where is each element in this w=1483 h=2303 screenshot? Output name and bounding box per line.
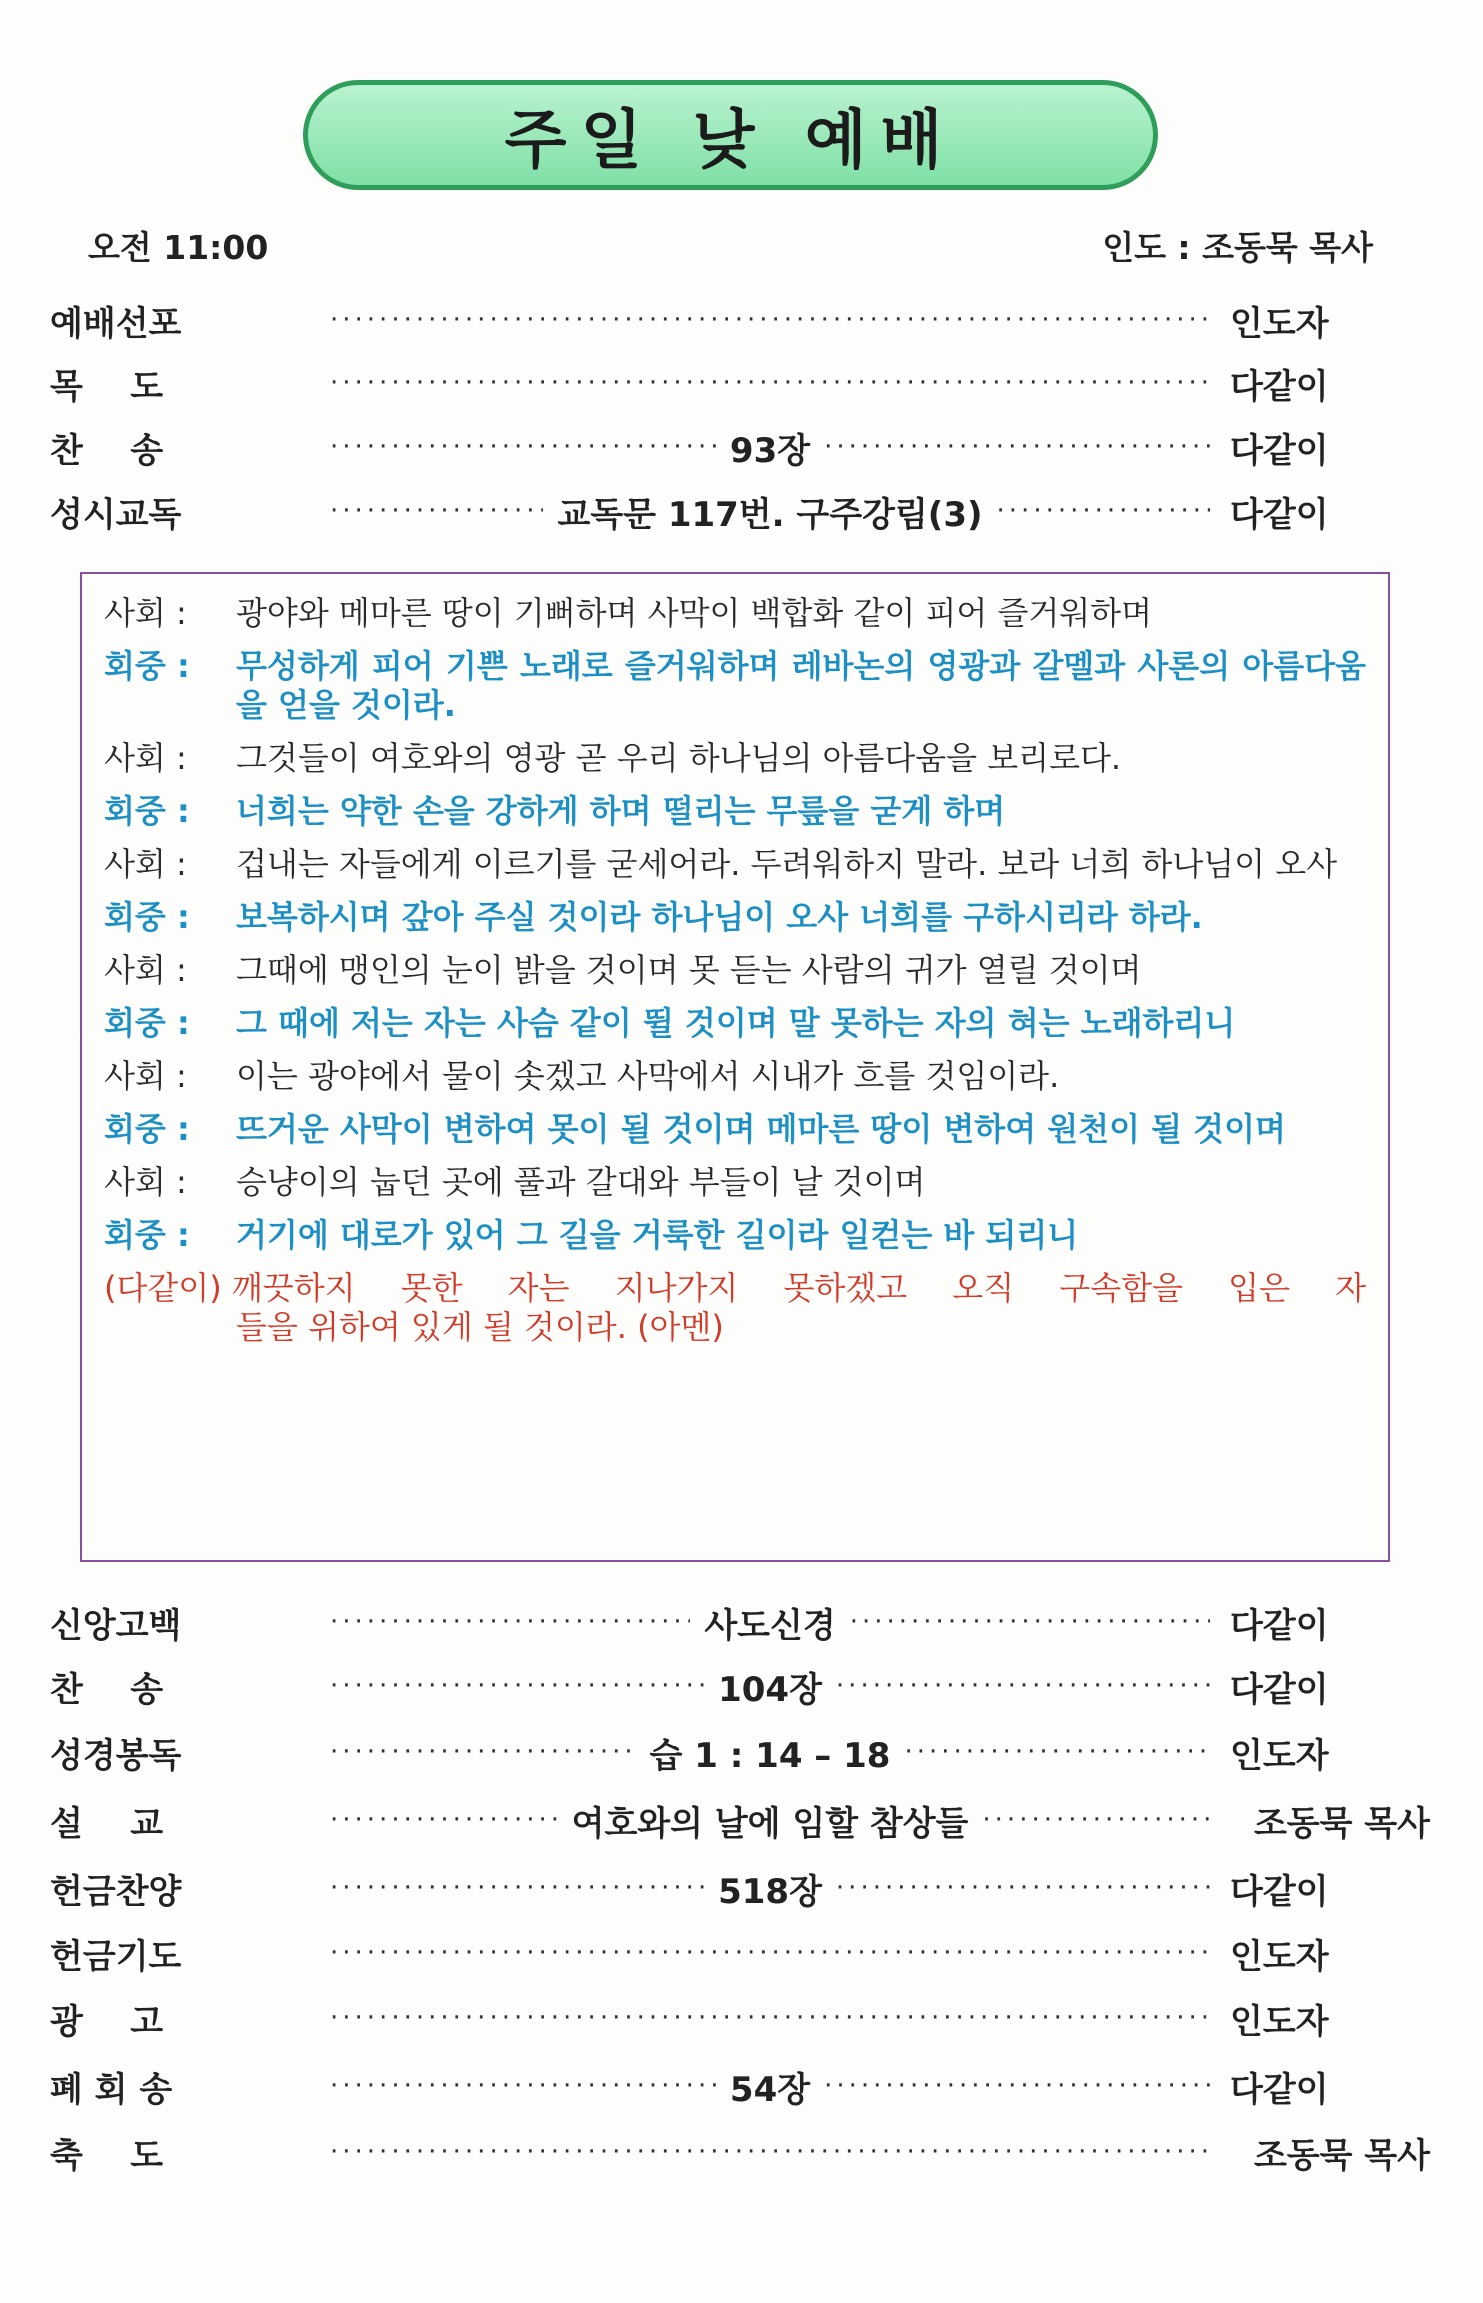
litany-text: 그때에 맹인의 눈이 밝을 것이며 못 듣는 사람의 귀가 열릴 것이며 <box>236 951 1142 989</box>
order-row <box>50 1592 1430 1652</box>
order-item-name: 신앙고백 <box>50 1605 182 1646</box>
litany-text: 그 때에 저는 자는 사슴 같이 뛸 것이며 말 못하는 자의 혀는 노래하리니 <box>236 1004 1236 1042</box>
litany-text: 너희는 약한 손을 강하게 하며 떨리는 무릎을 굳게 하며 <box>236 792 1006 830</box>
order-item-name: 성시교독 <box>50 494 182 535</box>
speaker-label: 사회 : <box>104 1163 197 1201</box>
order-item-detail: 518장 <box>718 1871 822 1912</box>
page-title: 주일 낮 예배 <box>504 104 957 178</box>
order-item-leader-dots <box>330 307 1210 333</box>
order-row <box>50 2122 1430 2182</box>
speaker-label: 사회 : <box>104 1057 197 1095</box>
order-item-name: 설 교 <box>50 1803 164 1844</box>
dot-leader <box>836 1673 1210 1699</box>
dot-leader <box>330 307 1210 333</box>
order-row <box>50 290 1430 350</box>
litany-line <box>104 898 1366 937</box>
speaker-label: 회중 : <box>104 898 201 936</box>
order-item-leader-dots <box>330 423 1210 472</box>
litany-text: 거기에 대로가 있어 그 길을 거룩한 길이라 일컫는 바 되리니 <box>236 1216 1079 1254</box>
order-item-leader-dots <box>330 1662 1210 1711</box>
order-item-leader-dots <box>330 1598 1210 1647</box>
dot-leader <box>330 1807 558 1833</box>
speaker-label: 회중 : <box>104 1216 201 1254</box>
order-item-detail: 104장 <box>718 1669 822 1710</box>
order-item-role: 조동묵 목사 <box>1253 2135 1430 2176</box>
order-item-role: 다같이 <box>1230 430 1329 471</box>
order-item-role: 조동묵 목사 <box>1253 1803 1430 1844</box>
order-item-leader-dots <box>330 1940 1210 1966</box>
litany-line <box>104 792 1366 831</box>
speaker-label: (다같이) <box>104 1269 232 1307</box>
order-item-name: 헌금기도 <box>50 1936 182 1977</box>
dot-leader <box>836 1875 1210 1901</box>
litany-text: 보복하시며 갚아 주실 것이라 하나님이 오사 너희를 구하시리라 하라. <box>236 898 1203 936</box>
litany-text: 이는 광야에서 물이 솟겠고 사막에서 시내가 흐를 것임이라. <box>236 1057 1060 1095</box>
dot-leader <box>330 1875 704 1901</box>
order-row <box>50 2056 1430 2116</box>
order-item-role: 다같이 <box>1230 1669 1329 1710</box>
litany-line <box>104 647 1366 725</box>
dot-leader <box>330 1940 1210 1966</box>
litany-line <box>104 845 1366 884</box>
litany-line <box>104 1163 1366 1202</box>
order-item-detail: 여호와의 날에 임할 참상들 <box>571 1803 969 1844</box>
litany-text: 무성하게 피어 기쁜 노래로 즐거워하며 레바논의 영광과 갈멜과 사론의 아름다움을 얻을 것이라. <box>236 647 1366 724</box>
order-row <box>50 1656 1430 1716</box>
order-item-name: 축 도 <box>50 2135 164 2176</box>
litany-text: 겁내는 자들에게 이르기를 굳세어라. 두려워하지 말라. 보라 너희 하나님이 오사 <box>236 845 1338 883</box>
order-item-name: 광 고 <box>50 2001 164 2042</box>
speaker-label: 회중 : <box>104 647 201 685</box>
speaker-label: 사회 : <box>104 951 197 989</box>
order-item-leader-dots <box>330 1796 1210 1845</box>
order-item-detail: 93장 <box>729 430 811 471</box>
order-item-name: 폐 회 송 <box>50 2069 173 2110</box>
order-row <box>50 353 1430 413</box>
dot-leader <box>904 1739 1210 1765</box>
service-time: 오전 11:00 <box>88 228 269 267</box>
order-row <box>50 1988 1430 2048</box>
speaker-label: 사회 : <box>104 739 197 777</box>
order-item-detail: 사도신경 <box>704 1605 836 1646</box>
title-banner <box>303 80 1158 190</box>
order-item-name: 찬 송 <box>50 1669 164 1710</box>
order-row <box>50 1923 1430 1983</box>
order-row <box>50 1790 1430 1850</box>
order-item-name: 헌금찬양 <box>50 1871 182 1912</box>
dot-leader <box>982 1807 1210 1833</box>
speaker-label: 사회 : <box>104 845 197 883</box>
order-item-role: 인도자 <box>1230 303 1329 344</box>
order-row <box>50 1722 1430 1782</box>
order-item-leader-dots <box>330 370 1210 396</box>
order-item-role: 다같이 <box>1230 1871 1329 1912</box>
speaker-label: 회중 : <box>104 1004 201 1042</box>
speaker-label: 회중 : <box>104 792 201 830</box>
litany-line <box>104 1057 1366 1096</box>
litany-line <box>104 1004 1366 1043</box>
order-item-leader-dots <box>330 1864 1210 1913</box>
order-item-name: 찬 송 <box>50 430 164 471</box>
dot-leader <box>330 2005 1210 2031</box>
dot-leader <box>330 1673 704 1699</box>
litany-line <box>104 1216 1366 1255</box>
order-row <box>50 1858 1430 1918</box>
litany-line <box>104 594 1366 633</box>
dot-leader <box>330 2073 716 2099</box>
order-item-role: 인도자 <box>1230 2001 1329 2042</box>
order-item-detail: 교독문 117번. 구주강림(3) <box>557 494 983 535</box>
speaker-label: 회중 : <box>104 1110 201 1148</box>
dot-leader <box>997 498 1210 524</box>
litany-text: 들을 위하여 있게 될 것이라. (아멘) <box>236 1308 724 1346</box>
order-item-name: 목 도 <box>50 366 164 407</box>
litany-text: 광야와 메마른 땅이 기뻐하며 사막이 백합화 같이 피어 즐거워하며 <box>236 594 1153 632</box>
order-row <box>50 481 1430 541</box>
dot-leader <box>824 2073 1210 2099</box>
dot-leader <box>330 370 1210 396</box>
order-item-detail: 54장 <box>729 2069 811 2110</box>
order-item-role: 인도자 <box>1230 1936 1329 1977</box>
litany-line <box>104 951 1366 990</box>
dot-leader <box>330 434 716 460</box>
dot-leader <box>330 2139 1210 2165</box>
dot-leader <box>330 1739 636 1765</box>
order-item-leader-dots <box>330 487 1210 536</box>
litany-all-first-line <box>104 1269 1366 1308</box>
order-item-role: 다같이 <box>1230 494 1329 535</box>
litany-text: 승냥이의 눕던 곳에 풀과 갈대와 부들이 날 것이며 <box>236 1163 926 1201</box>
litany-text: 뜨거운 사막이 변하여 못이 될 것이며 메마른 땅이 변하여 원천이 될 것이며 <box>236 1110 1286 1148</box>
dot-leader <box>330 498 543 524</box>
order-item-role: 인도자 <box>1230 1735 1329 1776</box>
litany-line <box>104 739 1366 778</box>
order-row <box>50 417 1430 477</box>
order-item-name: 성경봉독 <box>50 1735 182 1776</box>
service-leader: 인도 : 조동묵 목사 <box>1102 228 1373 267</box>
litany-text: 깨끗하지 못한 자는 지나가지 못하겠고 오직 구속함을 입은 자 <box>231 1269 1366 1307</box>
order-item-role: 다같이 <box>1230 2069 1329 2110</box>
order-item-leader-dots <box>330 2005 1210 2031</box>
litany-line <box>104 1110 1366 1149</box>
order-item-detail: 습 1 : 14 – 18 <box>649 1735 891 1776</box>
order-item-leader-dots <box>330 2062 1210 2111</box>
dot-leader <box>850 1609 1210 1635</box>
dot-leader <box>330 1609 690 1635</box>
order-item-role: 다같이 <box>1230 366 1329 407</box>
speaker-label: 사회 : <box>104 594 197 632</box>
litany-text: 그것들이 여호와의 영광 곧 우리 하나님의 아름다움을 보리로다. <box>236 739 1122 777</box>
order-item-leader-dots <box>330 1728 1210 1777</box>
litany-line-all <box>104 1269 1366 1347</box>
order-item-leader-dots <box>330 2139 1210 2165</box>
order-item-name: 예배선포 <box>50 303 182 344</box>
order-item-role: 다같이 <box>1230 1605 1329 1646</box>
responsive-reading-box <box>80 572 1390 1562</box>
dot-leader <box>824 434 1210 460</box>
